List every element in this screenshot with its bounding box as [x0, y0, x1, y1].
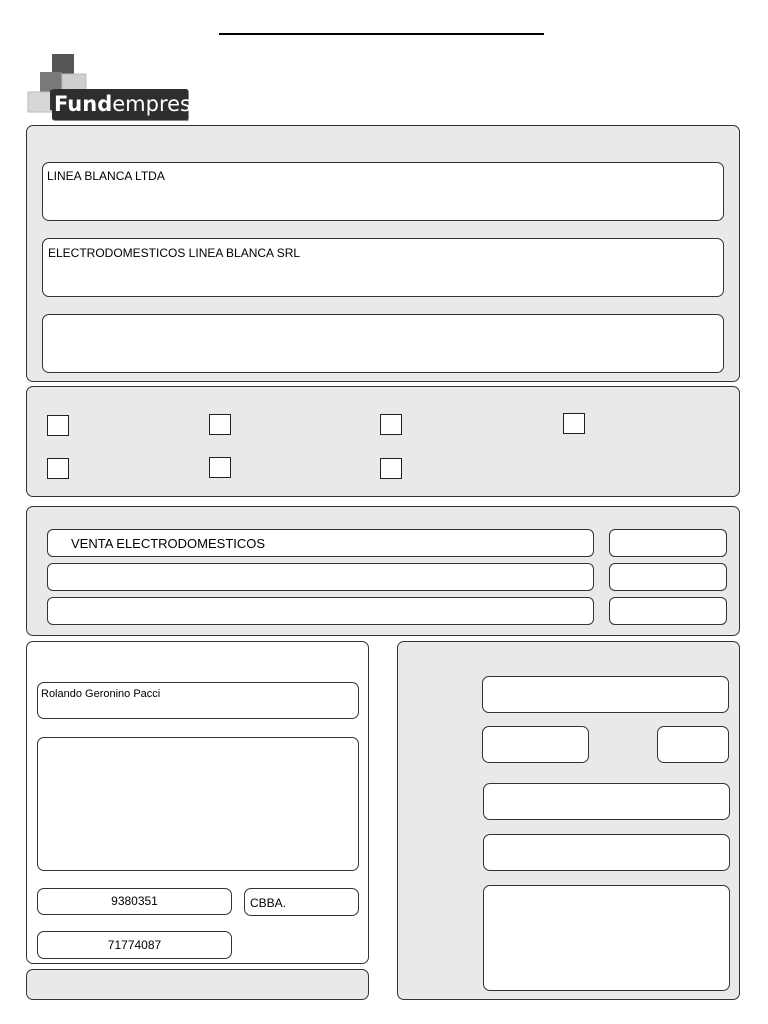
checkbox-2[interactable] — [209, 414, 231, 435]
bottom-left-panel — [26, 969, 369, 1000]
activity-description-field-2[interactable] — [47, 563, 594, 591]
checkbox-1[interactable] — [47, 415, 69, 436]
logo-text-box — [52, 89, 204, 120]
id-number-value: 9380351 — [111, 894, 158, 908]
activity-code-field-3[interactable] — [609, 597, 727, 625]
phone-field[interactable] — [37, 931, 232, 959]
activity-code-field-1[interactable] — [609, 529, 727, 557]
checkbox-6[interactable] — [209, 457, 231, 478]
right-field-3[interactable] — [657, 726, 729, 763]
representative-name-field[interactable] — [37, 682, 359, 719]
logo-brand-part2: empresa — [112, 92, 204, 116]
id-issued-field[interactable] — [244, 888, 359, 916]
activity-code-field-2[interactable] — [609, 563, 727, 591]
id-issued-value: CBBA. — [250, 896, 287, 910]
logo-brand-part1: Fund — [54, 92, 113, 116]
right-field-6[interactable] — [483, 885, 730, 991]
activity-description-field-1[interactable] — [47, 529, 594, 557]
checkbox-4[interactable] — [563, 413, 585, 434]
trade-name-value: ELECTRODOMESTICOS LINEA BLANCA SRL — [48, 246, 301, 260]
activity-description-field-3[interactable] — [47, 597, 594, 625]
top-title-line — [219, 33, 544, 35]
checkbox-7[interactable] — [380, 458, 402, 479]
company-name-field[interactable] — [42, 162, 724, 221]
third-name-field[interactable] — [42, 314, 724, 373]
phone-value: 71774087 — [107, 938, 162, 952]
trade-name-field[interactable] — [42, 238, 724, 297]
representative-address-field[interactable] — [37, 737, 359, 871]
right-field-1[interactable] — [482, 676, 729, 713]
activity-description-1: VENTA ELECTRODOMESTICOS — [71, 536, 266, 551]
right-field-4[interactable] — [483, 783, 730, 820]
checkbox-panel — [26, 386, 740, 497]
fundempresa-logo — [26, 52, 204, 122]
right-field-5[interactable] — [483, 834, 730, 871]
checkbox-5[interactable] — [47, 458, 69, 479]
id-number-field[interactable] — [37, 888, 232, 915]
representative-name-value: Rolando Geronino Pacci — [41, 688, 161, 700]
right-field-2[interactable] — [482, 726, 589, 763]
company-name-value: LINEA BLANCA LTDA — [47, 169, 165, 183]
checkbox-3[interactable] — [380, 414, 402, 435]
